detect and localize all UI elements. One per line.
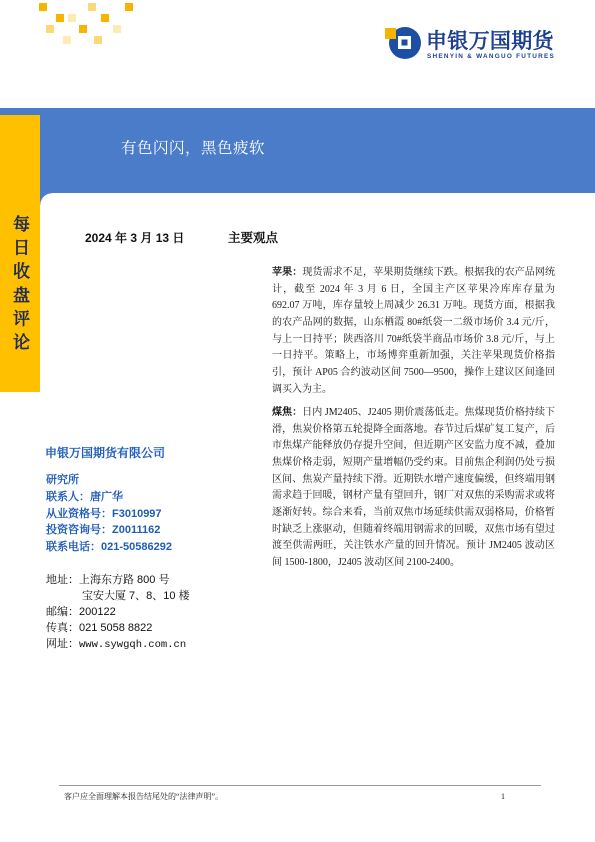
report-type-label: 每日收盘评论 xyxy=(10,215,29,357)
logo-company-name: 申银万国期货 xyxy=(426,30,554,53)
commentary-paragraph-coal-coke xyxy=(272,405,555,572)
website xyxy=(46,636,190,653)
contact-phone xyxy=(46,539,172,556)
decorative-square xyxy=(63,36,71,44)
sidebar-band xyxy=(0,115,40,392)
contact-list xyxy=(46,472,172,556)
decorative-square xyxy=(101,14,109,22)
fax-label: 传真： xyxy=(46,622,79,634)
decorative-square xyxy=(113,25,121,33)
consulting-number-value: Z0011162 xyxy=(112,524,161,537)
website-label: 网址： xyxy=(46,638,79,650)
commentary-label: 煤焦： xyxy=(272,407,303,418)
address-line-2: 宝安大厦 7、8、10 楼 xyxy=(82,590,190,602)
legal-notice: 客户应全面理解本报告结尾处的“法律声明”。 xyxy=(64,792,224,801)
postcode-value: 200122 xyxy=(79,606,116,618)
address-value: 上海东方路 800 号 xyxy=(79,574,170,586)
logo-company-subtitle: SHENYIN & WANGUO FUTURES xyxy=(427,53,555,60)
decorative-square xyxy=(68,14,76,22)
banner-corner-fillet xyxy=(40,193,52,205)
address-line-1 xyxy=(46,572,190,588)
decorative-square xyxy=(94,36,102,44)
fax xyxy=(46,620,190,636)
decorative-square xyxy=(79,25,87,33)
website-value: www.sywgqh.com.cn xyxy=(79,639,187,651)
consulting-number-label: 投资咨询号： xyxy=(46,524,112,537)
postcode xyxy=(46,604,190,620)
decorative-square xyxy=(39,3,47,11)
qualification-number-label: 从业资格号： xyxy=(46,507,112,520)
decorative-square xyxy=(46,25,54,33)
contact-person-value: 唐广华 xyxy=(90,490,123,503)
company-name: 申银万国期货有限公司 xyxy=(45,446,166,460)
report-title: 有色闪闪，黑色疲软 xyxy=(121,140,266,157)
footer-divider xyxy=(59,785,541,786)
title-banner xyxy=(0,108,595,193)
qualification-number-value: F3010997 xyxy=(112,507,162,520)
address-list xyxy=(46,572,190,653)
commentary-label: 苹果： xyxy=(272,267,303,278)
report-date: 2024 年 3 月 13 日 xyxy=(85,231,185,245)
decorative-square xyxy=(56,14,64,22)
decorative-square xyxy=(125,3,133,11)
commentary-text: 日内 JM2405、J2405 期价震荡低走。焦煤现货价格持续下滑，焦炭价格第五轮提降全面落地。春节过后煤矿复工复产，后市焦煤产能释放仍存提升空间，但近期产区安监力度不减，叠加焦煤价格走弱，短期产量增幅仍受约束。目前焦企利润仍处亏损区间、焦炭产量持续下滑。近期铁水增产速度偏缓，但终端用钢需求趋于回暖，钢材产量有望回升，钢厂对双焦的采购需求或将逐渐好转。综合来看，当前双焦市场延续供需双弱格局，价格暂时缺乏上涨驱动，但随着终端用钢需求的回暖，双焦市场有望过渡至供需两旺，关注铁水产量的回升情况。预计 JM2405 波动区间 1500-1800，J2405 波动区间 2100-2400。 xyxy=(272,407,555,568)
contact-person xyxy=(46,489,172,506)
page-number: 1 xyxy=(501,792,505,801)
decorative-square xyxy=(88,3,96,11)
company-logo xyxy=(382,21,562,63)
commentary-text: 现货需求不足，苹果期货继续下跌。根据我的农产品网统计，截至 2024 年 3 月 6 日，全国主产区苹果冷库库存量为 692.07 万吨，库存量较上周减少 26.31 万吨。现货方面，根据我的农产品网的数据，山东栖霞 80#纸袋一二级市场价 3.4 元/斤，与上一日持平；陕西洛川 70#纸袋半商品市场价 3.8 元/斤，与上一日持平。策略上，市场博弈重新加强，关注苹果现货价格指引，预计 AP05 合约波动区间 7500—9500，操作上建议区间逢回调买入为主。 xyxy=(272,267,556,395)
address-label: 地址： xyxy=(46,574,79,586)
postcode-label: 邮编： xyxy=(46,606,79,618)
fax-value: 021 5058 8822 xyxy=(79,622,153,634)
qualification-number xyxy=(46,506,172,523)
commentary-paragraph-apple xyxy=(272,265,555,398)
section-heading: 主要观点 xyxy=(228,231,279,245)
shenyin-wanguo-logo-icon xyxy=(382,21,422,61)
department: 研究所 xyxy=(46,474,79,486)
contact-person-label: 联系人： xyxy=(46,490,90,503)
decorative-square-pattern xyxy=(0,0,150,48)
contact-phone-label: 联系电话： xyxy=(46,541,101,554)
contact-phone-value: 021-50586292 xyxy=(101,541,172,554)
consulting-number xyxy=(46,522,172,539)
